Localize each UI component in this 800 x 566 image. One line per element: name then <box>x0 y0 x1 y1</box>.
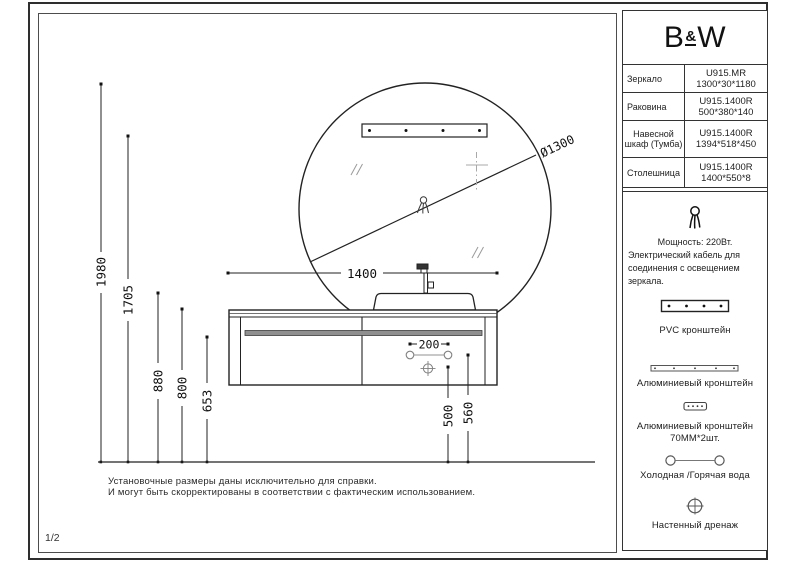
alu-bracket2-qty: 70ММ*2шт. <box>670 433 720 444</box>
vanity-cabinet <box>229 310 497 385</box>
spec-row-mirror <box>623 65 767 93</box>
spec-panel <box>622 10 768 551</box>
power-cable-legend-icon <box>623 205 767 237</box>
spec-model: U915.MR <box>705 67 747 79</box>
mirror-light-bar <box>362 124 487 137</box>
power-line-1: Мощность: 220Вт. <box>657 237 733 247</box>
spec-label: Раковина <box>623 93 685 120</box>
dim-500: 500 <box>440 404 456 428</box>
logo-b: B <box>663 20 685 54</box>
water-point-left <box>406 351 414 359</box>
dim-1705: 1705 <box>120 284 136 316</box>
drain-icon <box>623 495 767 522</box>
dim-560: 560 <box>460 401 476 425</box>
page-number: 1/2 <box>45 532 60 544</box>
dim-880: 880 <box>150 369 166 393</box>
spec-size: 500*380*140 <box>698 106 754 118</box>
alu-bracket2-label: Алюминиевый кронштейн <box>636 421 754 432</box>
drain-label: Настенный дренаж <box>651 520 739 531</box>
alu-bracket-icon <box>623 360 767 378</box>
spec-size: 1394*518*450 <box>695 139 757 150</box>
dim-1980: 1980 <box>93 256 109 288</box>
glass-mark-right <box>472 247 484 258</box>
spec-model: U915.1400R <box>699 128 753 139</box>
faucet <box>417 264 434 293</box>
dim-800: 800 <box>174 376 190 400</box>
power-description <box>623 236 767 288</box>
power-line-4: зеркала. <box>628 276 664 286</box>
water-point-right <box>444 351 452 359</box>
dim-200: 200 <box>418 337 440 352</box>
dim-diameter: Ø1300 <box>537 132 577 161</box>
power-cable-icon <box>418 197 429 214</box>
logo-ampersand: & <box>685 28 697 45</box>
center-cross-marker <box>466 152 488 190</box>
spec-row-cabinet <box>623 121 767 158</box>
note-line-2: И могут быть скорректированы в соответствии с фактическим использованием. <box>108 487 476 499</box>
power-line-3: соединения с освещением <box>628 263 740 273</box>
spec-label: Зеркало <box>623 65 685 92</box>
logo-w: W <box>697 20 727 54</box>
note-line-1: Установочные размеры даны исключительно для справки. <box>108 476 377 487</box>
spec-row-countertop <box>623 158 767 188</box>
spec-label: Столешница <box>623 158 685 187</box>
spec-model: U915.1400R <box>699 161 753 173</box>
spec-size: 1300*30*1180 <box>696 78 756 90</box>
brand-logo <box>623 11 767 65</box>
sink-basin <box>374 294 476 311</box>
installation-drawing <box>38 13 617 553</box>
glass-mark-left <box>351 164 363 175</box>
pvc-bracket-label: PVC кронштейн <box>659 325 731 336</box>
handle-groove <box>245 331 482 336</box>
pvc-bracket-icon <box>623 299 767 319</box>
power-line-2: Электрический кабель для <box>628 250 741 260</box>
water-label: Холодная /Горячая вода <box>640 470 750 481</box>
dim-1400: 1400 <box>346 266 378 281</box>
spec-size: 1400*550*8 <box>701 172 751 184</box>
alu-bracket-label: Алюминиевый кронштейн <box>636 378 754 389</box>
spec-label: Навесной шкаф (Тумба) <box>623 121 685 157</box>
spec-model: U915.1400R <box>699 95 753 107</box>
spec-row-basin <box>623 93 767 121</box>
alu-bracket-small-icon <box>623 399 767 417</box>
dim-653: 653 <box>199 389 215 413</box>
legend-divider <box>623 191 767 192</box>
installation-note <box>108 476 475 499</box>
